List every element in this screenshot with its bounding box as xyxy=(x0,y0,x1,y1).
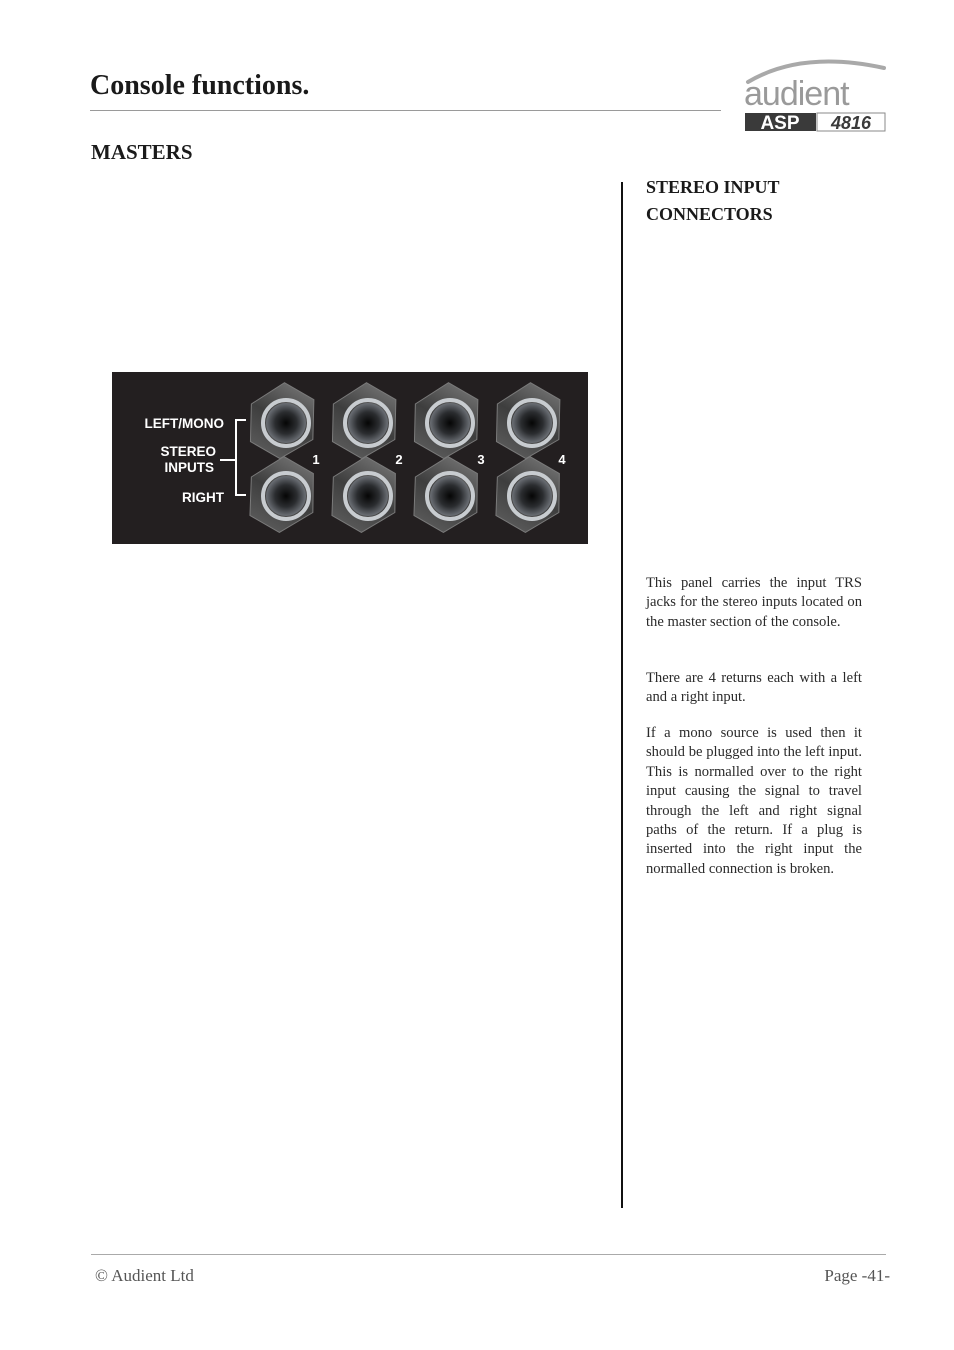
logo-brand-text: audient xyxy=(744,75,849,113)
body-paragraph-1: This panel carries the input TRS jacks for the stereo inputs located on the master section of the console. xyxy=(646,575,862,630)
stereo-input-panel-image xyxy=(112,372,588,544)
sidebar-heading-line1: STEREO INPUT xyxy=(646,177,780,197)
label-right: RIGHT xyxy=(182,490,224,505)
body-paragraph-3: If a mono source is used then it should be plugged into the left input. This is normalled over to the right input causing the signal to travel through the left and right signal paths of the return. If a plug is inserted into the right input the normalled connection is broken. xyxy=(646,725,862,877)
logo-model-text: 4816 xyxy=(830,113,872,133)
body-paragraph-2: There are 4 returns each with a left and a right input. xyxy=(646,670,862,706)
footer-copyright: © Audient Ltd xyxy=(95,1266,194,1285)
label-stereo: STEREO xyxy=(160,444,216,459)
title-divider xyxy=(90,110,721,111)
label-inputs: INPUTS xyxy=(164,460,214,475)
channel-number-4: 4 xyxy=(558,452,566,467)
channel-number-3: 3 xyxy=(477,452,485,467)
column-divider xyxy=(621,182,623,1208)
sidebar-heading xyxy=(646,174,846,228)
channel-number-2: 2 xyxy=(395,452,403,467)
sidebar-heading-line2: CONNECTORS xyxy=(646,204,773,224)
page-title: Console functions. xyxy=(90,70,310,101)
bracket-line xyxy=(220,420,246,495)
audient-asp4816-logo xyxy=(742,54,888,134)
section-heading: MASTERS xyxy=(91,140,193,164)
label-left-mono: LEFT/MONO xyxy=(144,416,224,431)
footer-divider xyxy=(91,1254,886,1255)
footer-page-number: Page -41- xyxy=(824,1266,890,1285)
logo-badge-text: ASP xyxy=(760,113,800,134)
channel-number-1: 1 xyxy=(312,452,320,467)
